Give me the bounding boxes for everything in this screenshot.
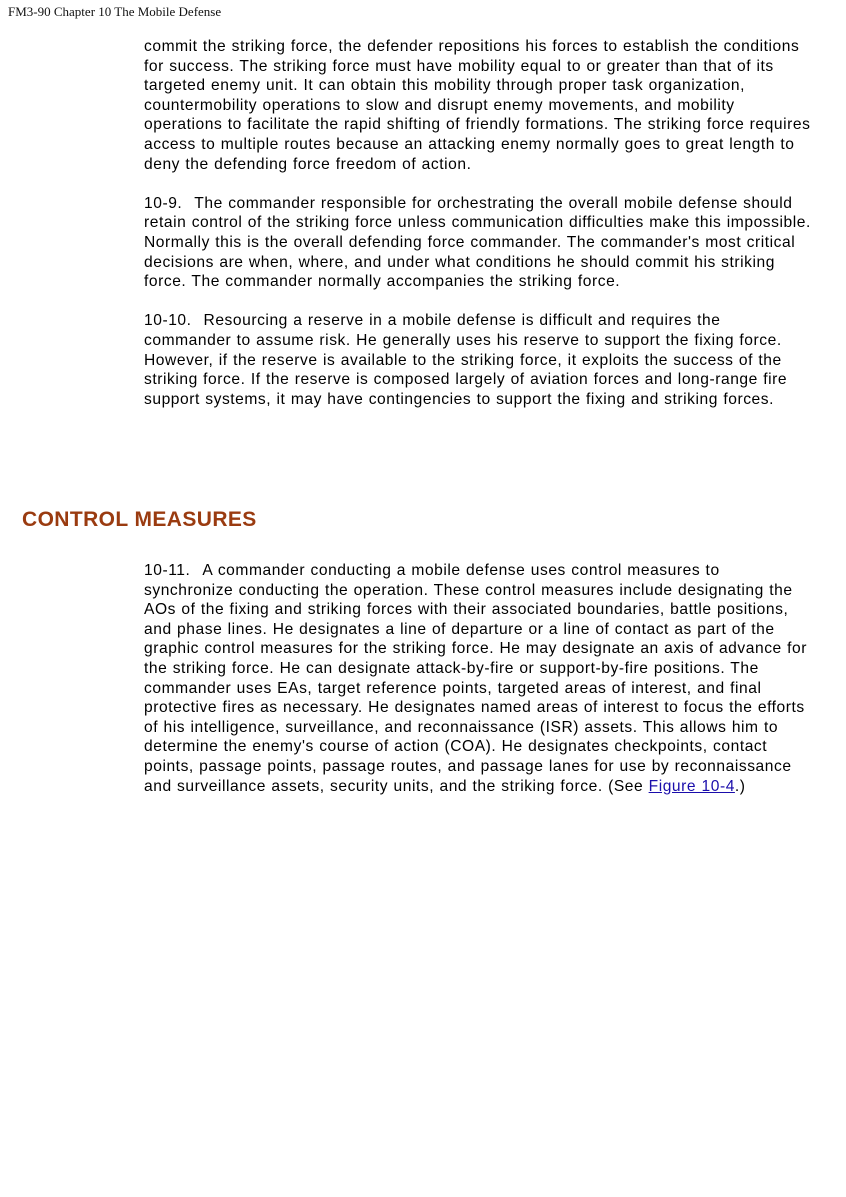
paragraph-10-9 [144, 194, 812, 292]
paragraph-continued: commit the striking force, the defender repositions his forces to establish the conditions for success. The striking force must have mobility equal to or greater than that of its targeted enemy unit. It can obtain this mobility through proper task organization, countermobility operations to slow and disrupt enemy movements, and mobility operations to facilitate the rapid shifting of friendly formations. The striking force requires access to multiple routes because an attacking enemy normally goes to great length to deny the defending force freedom of action. [144, 38, 811, 173]
body-text-lower [144, 561, 812, 796]
figure-10-4-link[interactable]: Figure 10-4 [648, 777, 735, 795]
paragraph-text: A commander conducting a mobile defense uses control measures to synchronize conducting the operation. These control measures include designating the AOs of the fixing and striking forces with their associated boundaries, battle positions, and phase lines. He designates a line of departure or a line of contact as part of the graphic control measures for the striking force. He may designate an axis of advance for the striking force. He can designate attack-by-fire or support-by-fire positions. The commander uses EAs, target reference points, targeted areas of interest, and final protective fires as necessary. He designates named areas of interest to focus the efforts of his intelligence, surveillance, and reconnaissance (ISR) assets. This allows him to determine the enemy's course of action (COA). He designates checkpoints, contact points, passage points, passage routes, and passage lanes for use by reconnaissance and surveillance assets, security units, and the striking force. [144, 562, 807, 795]
paragraph-text: Resourcing a reserve in a mobile defense is difficult and requires the commander to assume risk. He generally uses his reserve to support the fixing force. However, if the reserve is available to the striking force, it exploits the success of the striking force. If the reserve is composed largely of aviation forces and long-range fire support systems, it may have contingencies to support the fixing and striking forces. [144, 312, 788, 408]
running-header: FM3-90 Chapter 10 The Mobile Defense [8, 4, 222, 19]
body-text-upper [144, 37, 812, 409]
paragraph-number: 10-9. [144, 194, 183, 212]
paragraph-number: 10-11. [144, 562, 191, 579]
paragraph-10-10 [144, 311, 812, 409]
paragraph-10-11 [144, 561, 812, 796]
figure-ref-suffix: .) [734, 777, 746, 795]
section-heading: CONTROL MEASURES [22, 508, 257, 531]
paragraph-text: The commander responsible for orchestrating the overall mobile defense should retain control of the striking force unless communication difficulties make this impossible. Normally this is the overall defending force commander. The commander's most critical decisions are when, where, and under what conditions he should commit his striking force. The commander normally accompanies the striking force. [144, 194, 811, 291]
paragraph-number: 10-10. [144, 312, 192, 330]
figure-ref-prefix: (See [608, 777, 644, 795]
